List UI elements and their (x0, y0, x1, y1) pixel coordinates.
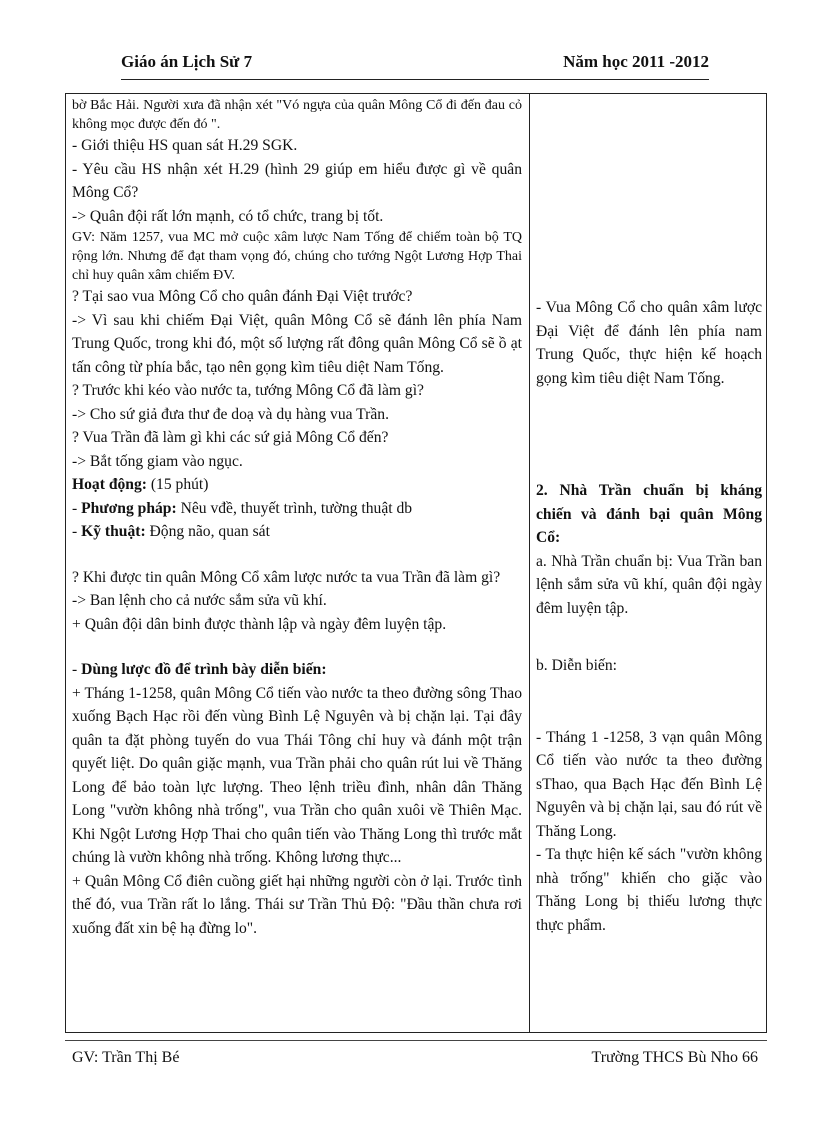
map-label: Dùng lược đồ để trình bày diễn biến: (81, 661, 327, 678)
content-note: - Tháng 1 -1258, 3 vạn quân Mông Cổ tiến vào nước ta theo đường sThao, qua Bạch Hạc đến Bình Lệ Nguyên và bị chặn lại, sau đó rút về Thăng Long. (536, 728, 762, 840)
page-header (121, 52, 709, 78)
spacer (72, 544, 522, 566)
spacer (536, 678, 762, 726)
method-text: Nêu vđề, thuyết trình, tường thuật db (176, 499, 413, 517)
header-rule (121, 79, 709, 80)
paragraph: - Giới thiệu HS quan sát H.29 SGK. (72, 137, 298, 154)
answer: -> Cho sứ giả đưa thư đe doạ và dụ hàng vua Trần. (72, 405, 389, 423)
activity-line (72, 473, 522, 497)
paragraph: - Yêu cầu HS nhận xét H.29 (hình 29 giúp em hiểu được gì về quân Mông Cổ? (72, 160, 522, 201)
map-instruction: - Dùng lược đồ để trình bày diễn biến: (72, 661, 327, 678)
paragraph: + Quân Mông Cổ điên cuồng giết hại những người còn ở lại. Trước tình thế đó, vua Trần rất lo lắng. Thái sư Trần Thủ Độ: "Đầu thần chưa rơi xuống đất xin bệ hạ đừng lo". (72, 872, 522, 937)
header-subject: Giáo án Lịch Sử 7 (121, 52, 253, 71)
section-heading: 2. Nhà Trần chuẩn bị kháng chiến và đánh bại quân Mông Cổ: (536, 482, 762, 546)
paragraph: bờ Bắc Hải. Người xưa đã nhận xét "Vó ngựa của quân Mông Cổ đi đến đau cỏ không mọc được đến đó ". (72, 98, 522, 132)
content-note: - Ta thực hiện kế sách "vườn không nhà trống" khiến cho giặc vào Thăng Long bị thiếu lương thực thực phẩm. (536, 846, 762, 934)
header-school-year: Năm học 2011 -2012 (563, 52, 709, 71)
paragraph: + Tháng 1-1258, quân Mông Cổ tiến vào nước ta theo đường sông Thao xuống Bạch Hạc rồi đến vùng Bình Lệ Nguyên và bị chặn lại. Tại đây quân ta đặt phòng tuyến do vua Thái Tông chỉ huy và đánh một trận quyết liệt. Do quân giặc mạnh, vua Trần phải cho quân rút lui về Thăng Long để bảo toàn lực lượng. Theo lệnh triều đình, nhân dân Thăng Long "vườn không nhà trống", vua Trần cho quân xuôi về Thiên Mạc. Khi Ngột Lương Hợp Thai cho quân tiến vào Thăng Long thì trước mắt chúng là vườn không nhà trống. Không lương thực... (72, 684, 522, 866)
spacer (536, 94, 762, 296)
answer: -> Vì sau khi chiếm Đại Việt, quân Mông Cổ sẽ đánh lên phía Nam Trung Quốc, trong khi đó, một số lượng rất đông quân Mông Cổ sẽ ồ ạt tấn công từ phía bắc, tạo nên gọng kìm tiêu diệt Nam Tống. (72, 311, 522, 376)
lesson-content-column (536, 94, 762, 937)
paragraph: + Quân đội dân binh được thành lập và ngày đêm luyện tập. (72, 615, 447, 633)
answer: -> Bắt tống giam vào ngục. (72, 452, 243, 470)
activity-label: Hoạt động: (72, 476, 147, 493)
paragraph: -> Quân đội rất lớn mạnh, có tổ chức, trang bị tốt. (72, 207, 384, 225)
spacer (72, 636, 522, 658)
column-divider (529, 94, 530, 1032)
lesson-table (65, 93, 767, 1033)
footer-teacher: GV: Trần Thị Bé (72, 1049, 180, 1066)
content-note: - Vua Mông Cổ cho quân xâm lược Đại Việt để đánh lên phía nam Trung Quốc, thực hiện kế hoạch gọng kìm tiêu diệt Nam Tống. (536, 299, 762, 387)
technique-line: - Kỹ thuật: Động não, quan sát (72, 523, 270, 540)
activity-time: (15 phút) (146, 476, 209, 493)
subheading: b. Diễn biến: (536, 657, 617, 674)
answer: -> Ban lệnh cho cả nước sắm sửa vũ khí. (72, 592, 327, 609)
footer-rule (65, 1040, 767, 1041)
teacher-student-activities-column (72, 96, 522, 940)
question: ? Trước khi kéo vào nước ta, tướng Mông Cổ đã làm gì? (72, 382, 424, 399)
spacer (536, 390, 762, 479)
technique-label: Kỹ thuật: (81, 523, 146, 540)
technique-text: Động não, quan sát (145, 523, 270, 540)
question: ? Tại sao vua Mông Cổ cho quân đánh Đại Việt trước? (72, 288, 413, 305)
content-note: a. Nhà Trần chuẩn bị: Vua Trần ban lệnh sắm sửa vũ khí, quân đội ngày đêm luyện tập. (536, 552, 762, 617)
question: ? Khi được tin quân Mông Cổ xâm lược nước ta vua Trần đã làm gì? (72, 568, 501, 586)
footer-school: Trường THCS Bù Nho 66 (591, 1049, 758, 1066)
method-label: Phương pháp: (81, 499, 177, 517)
question: ? Vua Trần đã làm gì khi các sứ giả Mông Cổ đến? (72, 429, 389, 446)
method-line: - Phương pháp: Nêu vđề, thuyết trình, tường thuật db (72, 499, 413, 517)
spacer (536, 620, 762, 654)
paragraph: GV: Năm 1257, vua MC mở cuộc xâm lược Nam Tống để chiếm toàn bộ TQ rộng lớn. Nhưng để đạt tham vọng đó, chúng cho tướng Ngột Lương Hợp Thai chỉ huy quân xâm chiếm ĐV. (72, 230, 522, 283)
